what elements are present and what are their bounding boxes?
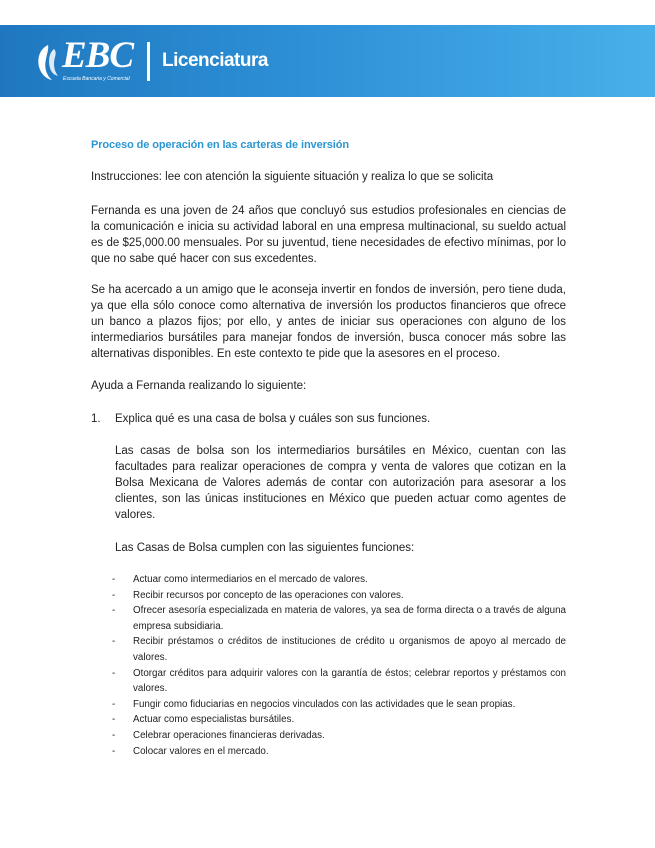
function-text: Actuar como intermediarios en el mercado de valores. (133, 574, 368, 585)
bullet-dash: - (112, 698, 116, 710)
bullet-dash: - (112, 636, 116, 648)
logo-tagline: Escuela Bancaria y Comercial (63, 76, 130, 82)
answer-paragraph: Las casas de bolsa son los intermediarios bursátiles en México, cuentan con las facultades para realizar operaciones de compra y venta de valores que cotizan en la Bolsa Mexicana de Valores además de contar con autorización para asesorar a los clientes, son las únicas instituciones en México que pueden actuar como agentes de valores. (115, 445, 566, 521)
bullet-dash: - (112, 589, 116, 601)
function-list-item (112, 744, 566, 760)
instructions-text: Instrucciones: lee con atención la siguiente situación y realiza lo que se solicita (91, 171, 494, 183)
bullet-dash: - (112, 605, 116, 617)
document-heading: Proceso de operación en las carteras de inversión (91, 139, 349, 151)
function-text: Ofrecer asesoría especializada en materia de valores, ya sea de forma directa o a través de alguna empresa subsidiaria. (133, 605, 566, 632)
case-paragraph-2: Se ha acercado a un amigo que le aconseja invertir en fondos de inversión, pero tiene duda, ya que ella sólo conoce como alternativa de inversión los productos financieros que ofrece un banco a plazos fijos; por ello, y antes de iniciar sus operaciones con alguno de los intermediarios bursátiles para manejar fondos de inversión, busca conocer más sobre las alternativas disponibles. En este contexto te pide que la asesores en el proceso. (91, 284, 566, 360)
function-list-item (112, 666, 566, 697)
function-text: Recibir préstamos o créditos de instituciones de crédito u organismos de apoyo al mercado de valores. (133, 636, 566, 663)
function-text: Otorgar créditos para adquirir valores con la garantía de éstos; celebrar reportos y préstamos con valores. (133, 667, 566, 695)
task-prompt: Ayuda a Fernanda realizando lo siguiente: (91, 380, 307, 392)
header-banner (0, 25, 655, 97)
function-text: Colocar valores en el mercado. (133, 745, 269, 757)
function-text: Fungir como fiduciarias en negocios vinculados con las actividades que le sean propias. (133, 698, 516, 710)
bullet-dash: - (112, 745, 116, 757)
task-item-number: 1. (91, 413, 101, 425)
ebc-logo-icon (34, 43, 62, 81)
function-list-item (112, 697, 566, 713)
bullet-dash: - (112, 714, 116, 726)
function-list-item (112, 588, 566, 604)
function-text: Recibir recursos por concepto de las operaciones con valores. (133, 589, 404, 601)
bullet-dash: - (112, 574, 116, 585)
bullet-dash: - (112, 729, 116, 741)
function-text: Celebrar operaciones financieras derivadas. (133, 729, 325, 741)
function-list-item (112, 712, 566, 728)
function-list-item (112, 572, 566, 588)
function-text: Actuar como especialistas bursátiles. (133, 714, 295, 726)
logo-text: EBC (62, 35, 134, 76)
header-divider (147, 42, 150, 81)
bullet-dash: - (112, 667, 116, 679)
function-list-item (112, 603, 566, 634)
case-paragraph-1: Fernanda es una joven de 24 años que concluyó sus estudios profesionales en ciencias de la comunicación e inicia su actividad laboral en una empresa multinacional, su sueldo actual es de $25,000.00 mensuales. Por su juventud, tiene necesidades de efectivo mínimas, por lo que no sabe qué hacer con sus excedentes. (91, 205, 566, 265)
functions-intro: Las Casas de Bolsa cumplen con las siguientes funciones: (115, 542, 415, 554)
header-title: Licenciatura (162, 50, 268, 71)
function-list-item (112, 634, 566, 665)
functions-list (112, 572, 566, 759)
function-list-item (112, 728, 566, 744)
task-item-text: Explica qué es una casa de bolsa y cuáles son sus funciones. (115, 413, 431, 425)
